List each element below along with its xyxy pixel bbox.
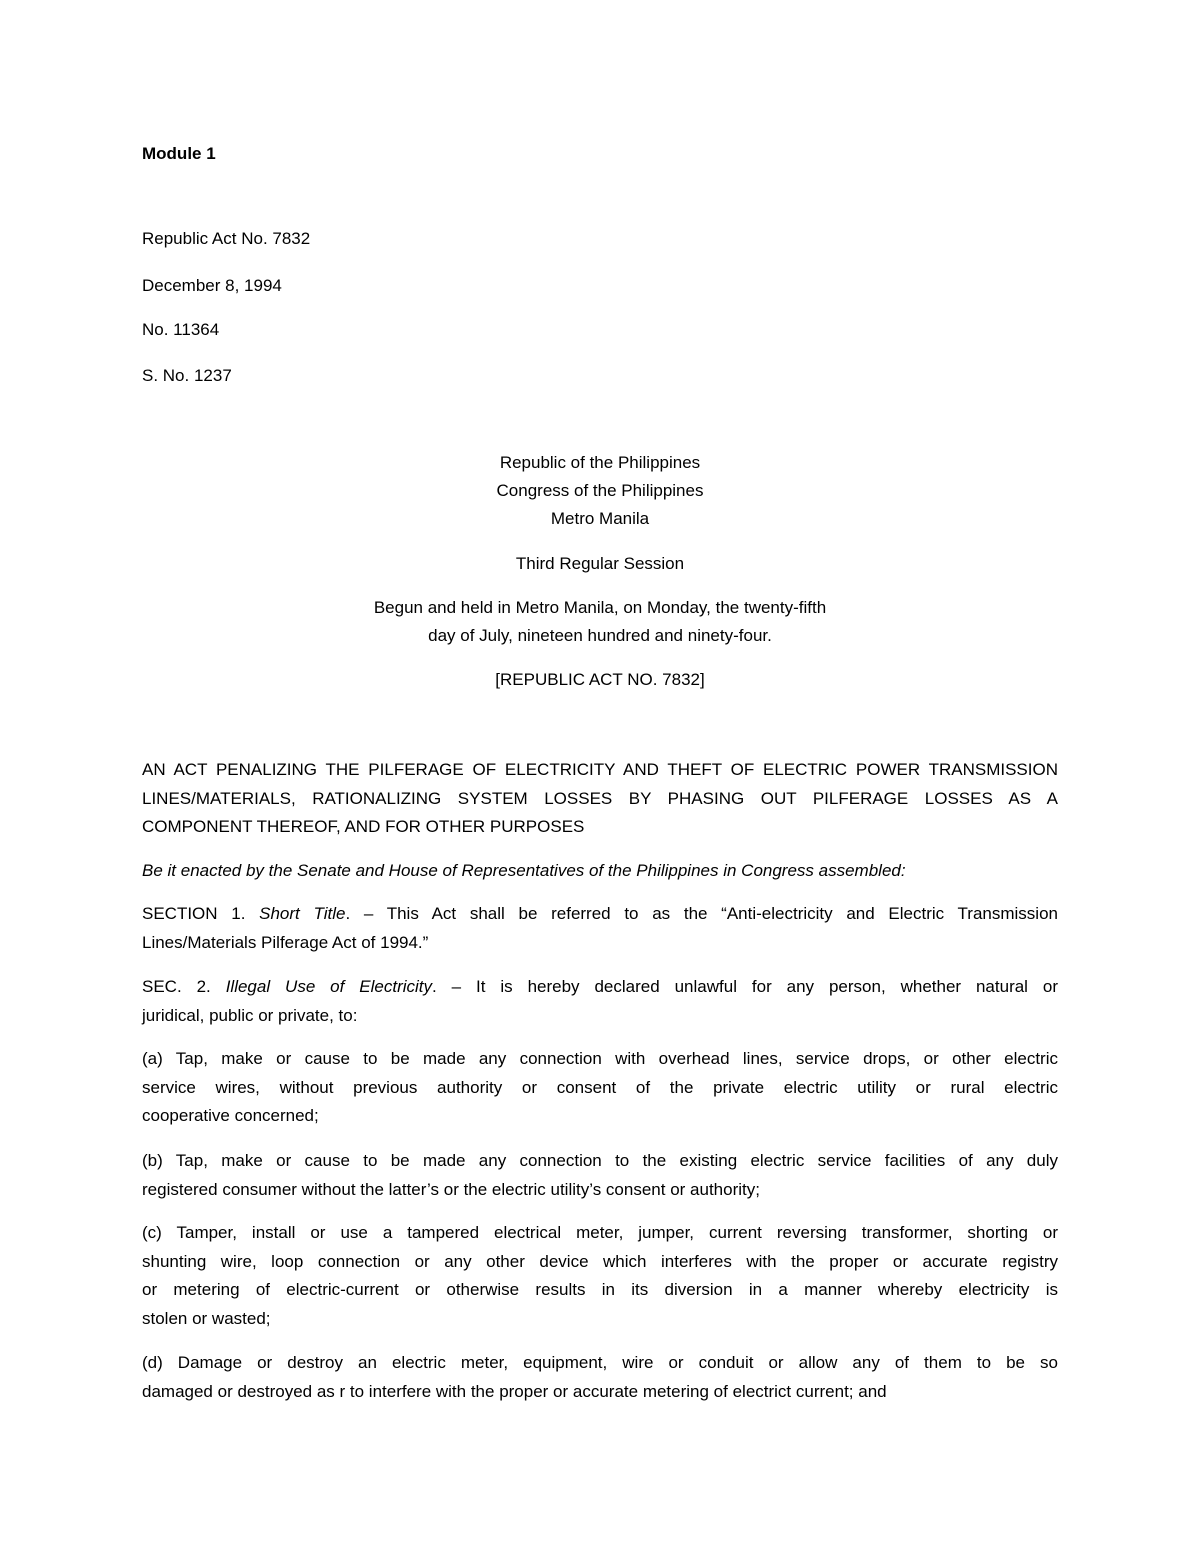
item-d-line-1: (d) Damage or destroy an electric meter, equipment, wire or conduit or allow any of them to be so — [142, 1353, 1058, 1372]
house-bill-number: No. 11364 — [142, 320, 220, 339]
act-title-line-3: COMPONENT THEREOF, AND FOR OTHER PURPOSES — [142, 817, 585, 836]
section-1-line-2: Lines/Materials Pilferage Act of 1994.” — [142, 932, 429, 952]
section-1 — [142, 900, 1058, 957]
act-number: Republic Act No. 7832 — [142, 229, 311, 248]
section-1-label: SECTION 1. — [142, 904, 246, 923]
enacting-clause — [142, 857, 1058, 886]
header-act-bracket: [REPUBLIC ACT NO. 7832] — [495, 670, 705, 689]
section-2-label: SEC. 2. — [142, 977, 211, 996]
section-2-heading: Illegal Use of Electricity — [225, 977, 433, 996]
item-a — [142, 1045, 1058, 1131]
item-b — [142, 1147, 1058, 1204]
item-c-line-2: shunting wire, loop connection or any other device which interferes with the proper or accurate registry — [142, 1251, 1058, 1271]
module-title: Module 1 — [142, 144, 216, 163]
item-a-line-1: (a) Tap, make or cause to be made any connection with overhead lines, service drops, or other electric — [142, 1049, 1058, 1068]
section-1-heading: Short Title — [259, 904, 346, 923]
act-title-line-2: LINES/MATERIALS, RATIONALIZING SYSTEM LOSSES BY PHASING OUT PILFERAGE LOSSES AS A — [142, 788, 1058, 808]
section-2-line-1 — [142, 973, 1058, 1002]
item-d — [142, 1349, 1058, 1406]
header-begun-line-2: day of July, nineteen hundred and ninety-four. — [428, 626, 772, 645]
item-a-line-2: service wires, without previous authority or consent of the private electric utility or rural electric — [142, 1077, 1058, 1097]
senate-bill-number: S. No. 1237 — [142, 366, 232, 385]
header-place: Metro Manila — [550, 509, 650, 528]
section-1-text: . – This Act shall be referred to as the “Anti-electricity and Electric Transmission — [345, 904, 1058, 923]
item-b-line-1: (b) Tap, make or cause to be made any connection to the existing electric service facilities of any duly — [142, 1151, 1058, 1170]
section-2-line-2: juridical, public or private, to: — [142, 1005, 358, 1025]
header-begun-line-1: Begun and held in Metro Manila, on Monday, the twenty-fifth — [373, 598, 827, 617]
header-republic: Republic of the Philippines — [499, 453, 701, 472]
item-c-line-4: stolen or wasted; — [142, 1308, 271, 1328]
enacting-clause-text: Be it enacted by the Senate and House of Representatives of the Philippines in Congress assembled: — [142, 861, 906, 880]
item-c-line-1: (c) Tamper, install or use a tampered electrical meter, jumper, current reversing transformer, shorting or — [142, 1223, 1058, 1242]
act-title — [142, 756, 1058, 842]
section-2-text: . – It is hereby declared unlawful for any person, whether natural or — [432, 977, 1058, 996]
item-d-line-2: damaged or destroyed as r to interfere with the proper or accurate metering of electrict current; and — [142, 1381, 887, 1401]
section-1-line-1 — [142, 900, 1058, 929]
item-a-line-3: cooperative concerned; — [142, 1106, 319, 1125]
item-c — [142, 1219, 1058, 1333]
act-date: December 8, 1994 — [142, 276, 282, 295]
item-c-line-3: or metering of electric-current or otherwise results in its diversion in a manner whereby electricity is — [142, 1280, 1058, 1299]
act-title-line-1: AN ACT PENALIZING THE PILFERAGE OF ELECTRICITY AND THEFT OF ELECTRIC POWER TRANSMISSION — [142, 760, 1058, 779]
header-congress: Congress of the Philippines — [496, 481, 704, 500]
header-session: Third Regular Session — [515, 554, 685, 573]
item-b-line-2: registered consumer without the latter’s or the electric utility’s consent or authority; — [142, 1179, 760, 1199]
section-2 — [142, 973, 1058, 1030]
